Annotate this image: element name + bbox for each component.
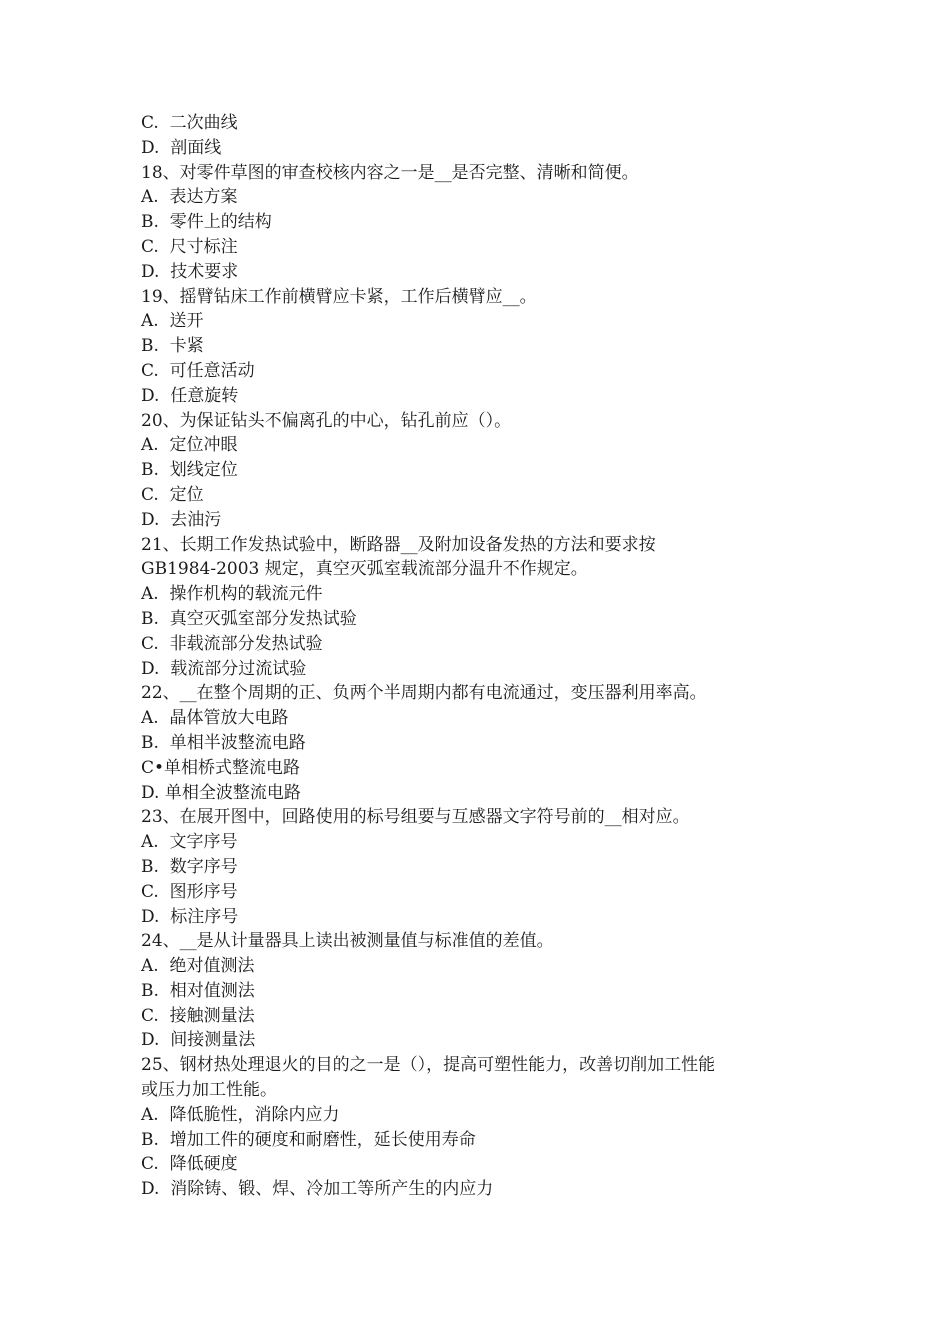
option-line: A. 定位冲眼 (141, 435, 238, 456)
option-line: B. 数字序号 (141, 856, 238, 877)
option-line: A. 文字序号 (141, 832, 238, 853)
option-line: B. 单相半波整流电路 (141, 732, 306, 753)
option-line: A. 表达方案 (141, 187, 238, 208)
option-line: C. 定位 (141, 484, 204, 505)
option-line: D. 技术要求 (141, 261, 239, 282)
option-line: D. 单相全波整流电路 (141, 782, 301, 803)
question-21-continued: GB1984-2003 规定，真空灭弧室载流部分温升不作规定。 (141, 559, 588, 580)
option-line: D. 载流部分过流试验 (141, 658, 307, 679)
question-21: 21、长期工作发热试验中，断路器__及附加设备发热的方法和要求按 (141, 534, 656, 555)
option-line: D. 间接测量法 (141, 1030, 256, 1051)
option-line: C. 降低硬度 (141, 1154, 238, 1175)
question-19: 19、摇臂钻床工作前横臂应卡紧，工作后横臂应__。 (141, 286, 537, 307)
option-line: D. 剖面线 (141, 137, 222, 158)
option-line: C•单相桥式整流电路 (141, 757, 301, 778)
option-line: C. 二次曲线 (141, 113, 238, 133)
option-line: C. 尺寸标注 (141, 236, 238, 257)
question-22: 22、__在整个周期的正、负两个半周期内都有电流通过，变压器利用率高。 (141, 683, 707, 704)
option-line: C. 非载流部分发热试验 (141, 633, 323, 654)
option-line: A. 送开 (141, 311, 204, 332)
option-line: B. 相对值测法 (141, 980, 255, 1001)
option-line: C. 图形序号 (141, 881, 238, 902)
option-line: B. 增加工件的硬度和耐磨性，延长使用寿命 (141, 1129, 476, 1150)
option-line: B. 划线定位 (141, 460, 238, 481)
option-line: A. 降低脆性，消除内应力 (141, 1104, 340, 1125)
question-list (141, 111, 821, 1202)
question-20: 20、为保证钻头不偏离孔的中心，钻孔前应（）。 (141, 410, 512, 431)
option-line: D. 消除铸、锻、焊、冷加工等所产生的内应力 (141, 1179, 494, 1200)
option-line: B. 零件上的结构 (141, 212, 272, 233)
option-line: A. 绝对值测法 (141, 956, 255, 977)
option-line: B. 真空灭弧室部分发热试验 (141, 608, 357, 629)
option-line: D. 去油污 (141, 509, 222, 530)
option-line: A. 操作机构的载流元件 (141, 584, 323, 605)
question-18: 18、对零件草图的审查校核内容之一是__是否完整、清晰和简便。 (141, 162, 639, 183)
option-line: D. 任意旋转 (141, 385, 239, 406)
option-line: C. 接触测量法 (141, 1005, 255, 1026)
option-line: C. 可任意活动 (141, 360, 255, 381)
option-line: A. 晶体管放大电路 (141, 708, 289, 729)
option-line: D. 标注序号 (141, 906, 239, 927)
question-25: 25、钢材热处理退火的目的之一是（），提高可塑性能力，改善切削加工性能 (141, 1055, 716, 1076)
option-line: B. 卡紧 (141, 336, 204, 357)
question-23: 23、在展开图中，回路使用的标号组要与互感器文字符号前的__相对应。 (141, 807, 690, 828)
question-25-continued: 或压力加工性能。 (141, 1080, 277, 1101)
question-24: 24、__是从计量器具上读出被测量值与标准值的差值。 (141, 931, 554, 952)
